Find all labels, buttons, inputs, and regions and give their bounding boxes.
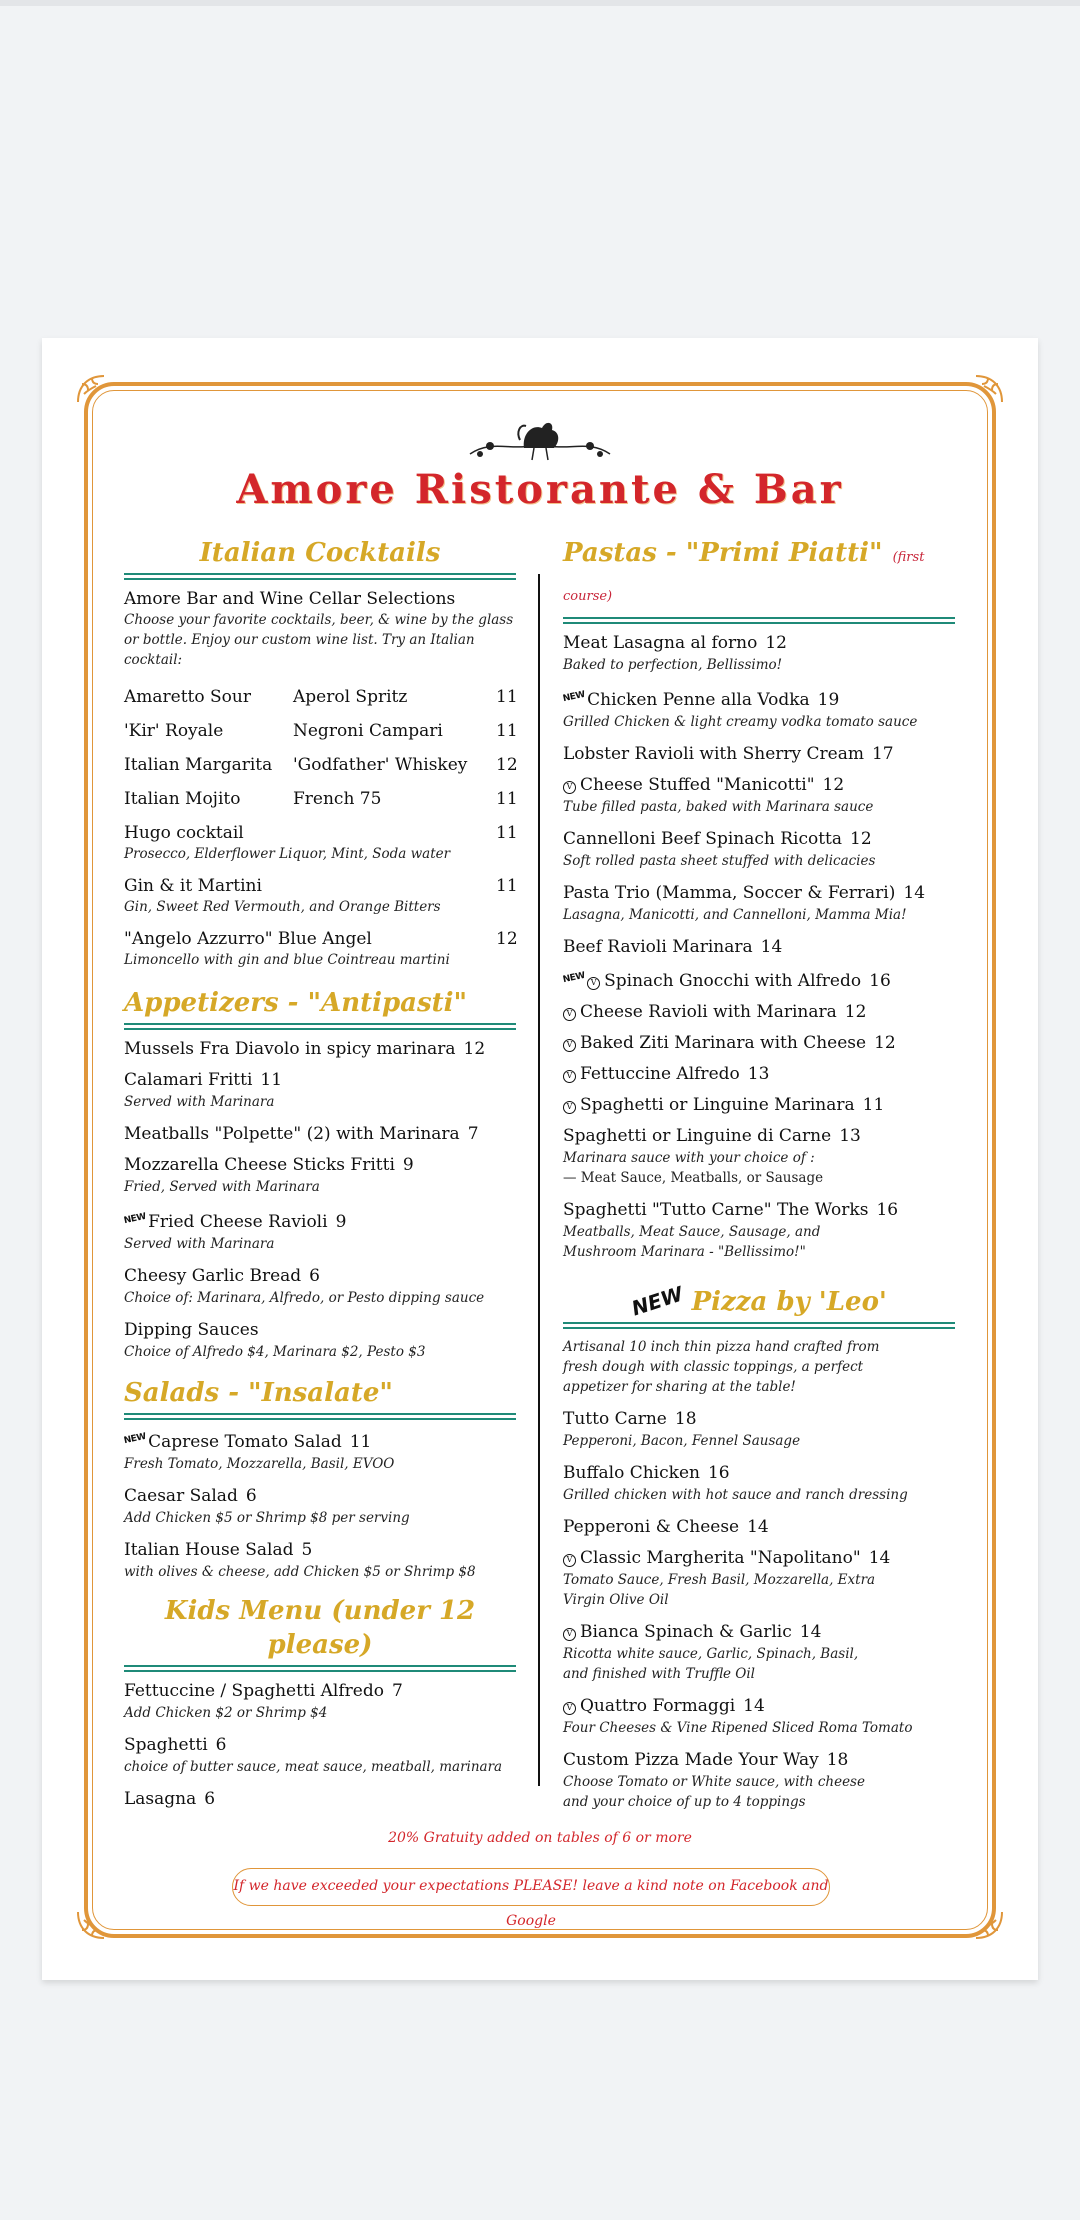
item-name: Cheese Ravioli with Marinara xyxy=(580,1002,837,1022)
item-name: Hugo cocktail xyxy=(124,823,244,843)
item-price: 12 xyxy=(850,829,872,849)
vegetarian-icon: V xyxy=(563,781,576,794)
cocktail-price: 11 xyxy=(496,687,518,707)
menu-item xyxy=(563,1749,955,1812)
item-desc: Baked to perfection, Bellissimo! xyxy=(563,657,783,673)
new-badge: NEW xyxy=(123,1431,147,1447)
pizza-intro-text: Artisanal 10 inch thin pizza hand crafted from fresh dough with classic toppings, a perfect appetizer for sharing at the table! xyxy=(563,1339,880,1395)
item-price: 11 xyxy=(349,1432,372,1452)
item-name: Lobster Ravioli with Sherry Cream xyxy=(563,744,864,764)
item-name: Tutto Carne xyxy=(563,1409,667,1429)
menu-item xyxy=(563,1516,955,1539)
vegetarian-icon: V xyxy=(563,1628,576,1641)
menu-item xyxy=(563,743,955,766)
menu-item xyxy=(124,1154,516,1197)
vegetarian-icon: V xyxy=(563,1008,576,1021)
item-price: 14 xyxy=(868,1548,891,1568)
column-divider xyxy=(538,574,540,1786)
section-rule xyxy=(124,1023,516,1030)
item-name: Baked Ziti Marinara with Cheese xyxy=(580,1033,867,1053)
cocktail-pair-row xyxy=(124,788,516,810)
vegetarian-icon: V xyxy=(563,1702,576,1715)
kids-heading: Kids Menu (under 12 please) xyxy=(164,1596,476,1660)
item-name: Chicken Penne alla Vodka xyxy=(587,690,810,710)
menu-item xyxy=(563,686,955,732)
section-rule xyxy=(124,1413,516,1420)
item-name: Custom Pizza Made Your Way xyxy=(563,1750,819,1770)
item-name: "Angelo Azzurro" Blue Angel xyxy=(124,929,372,949)
item-name: Fettuccine / Spaghetti Alfredo xyxy=(124,1681,384,1701)
item-desc: Gin, Sweet Red Vermouth, and Orange Bitters xyxy=(124,899,441,915)
item-price: 16 xyxy=(869,971,891,991)
item-price: 12 xyxy=(844,1002,867,1022)
corner-flourish-icon xyxy=(74,372,108,406)
item-price: 11 xyxy=(862,1095,885,1115)
item-name: Pepperoni & Cheese xyxy=(563,1517,740,1537)
item-name: Bianca Spinach & Garlic xyxy=(580,1622,792,1642)
menu-item xyxy=(563,774,955,817)
top-status-strip xyxy=(0,0,1080,6)
item-name: Meat Lasagna al forno xyxy=(563,633,758,653)
item-price: 9 xyxy=(335,1212,347,1232)
item-desc-detail: — Meat Sauce, Meatballs, or Sausage xyxy=(563,1170,824,1186)
item-name: Beef Ravioli Marinara xyxy=(563,937,753,957)
pizza-heading xyxy=(563,1281,955,1321)
new-badge: NEW xyxy=(562,970,586,986)
menu-item xyxy=(563,1462,955,1505)
corner-flourish-icon xyxy=(74,1908,108,1942)
item-price: 14 xyxy=(743,1696,765,1716)
menu-item xyxy=(124,1539,516,1582)
item-name: Caesar Salad xyxy=(124,1486,238,1506)
cocktail-name: 'Godfather' Whiskey xyxy=(293,755,468,775)
item-name: Pasta Trio (Mamma, Soccer & Ferrari) xyxy=(563,883,896,903)
item-name: Meatballs "Polpette" (2) with Marinara xyxy=(124,1124,460,1144)
item-desc: Fried, Served with Marinara xyxy=(124,1179,320,1195)
item-name: Spaghetti "Tutto Carne" The Works xyxy=(563,1200,869,1220)
item-price: 7 xyxy=(391,1681,403,1701)
section-rule xyxy=(563,1322,955,1329)
menu-item xyxy=(124,1123,516,1146)
item-name: Cannelloni Beef Spinach Ricotta xyxy=(563,829,843,849)
cocktail-pair-row xyxy=(124,686,516,708)
menu-item xyxy=(563,1032,955,1055)
item-price: 12 xyxy=(874,1033,896,1053)
menu-item xyxy=(563,882,955,925)
menu-item xyxy=(563,632,955,675)
vegetarian-icon: V xyxy=(563,1554,576,1567)
menu-item xyxy=(563,1125,955,1188)
item-price: 14 xyxy=(903,883,926,903)
cocktail-pair-row xyxy=(124,720,516,742)
item-name: Spaghetti or Linguine di Carne xyxy=(563,1126,832,1146)
item-price: 12 xyxy=(765,633,787,653)
corner-flourish-icon xyxy=(972,372,1006,406)
cocktail-price: 12 xyxy=(496,755,518,775)
item-price: 13 xyxy=(839,1126,861,1146)
cocktails-heading: Italian Cocktails xyxy=(199,538,441,568)
menu-item xyxy=(563,1199,955,1262)
item-name: Calamari Fritti xyxy=(124,1070,253,1090)
item-desc: choice of butter sauce, meat sauce, meatball, marinara xyxy=(124,1759,503,1775)
item-desc: Pepperoni, Bacon, Fennel Sausage xyxy=(563,1433,801,1449)
item-price: 17 xyxy=(871,744,894,764)
section-rule xyxy=(563,617,955,624)
pastas-heading-text: Pastas - "Primi Piatti" xyxy=(563,538,883,568)
item-desc: Meatballs, Meat Sauce, Sausage, and Mushroom Marinara - "Bellissimo!" xyxy=(563,1224,821,1260)
item-desc: Choice of: Marinara, Alfredo, or Pesto dipping sauce xyxy=(124,1290,485,1306)
item-name: Buffalo Chicken xyxy=(563,1463,700,1483)
item-name: Quattro Formaggi xyxy=(580,1696,736,1716)
item-desc: Choose Tomato or White sauce, with cheese and your choice of up to 4 toppings xyxy=(563,1774,865,1810)
review-request-note: If we have exceeded your expectations PLEASE! leave a kind note on Facebook and Google xyxy=(232,1868,830,1906)
rooster-ornament-icon xyxy=(460,410,620,470)
item-price: 16 xyxy=(876,1200,899,1220)
item-name: Classic Margherita "Napolitano" xyxy=(580,1548,861,1568)
cocktail-name: French 75 xyxy=(293,789,382,809)
menu-item xyxy=(563,1094,955,1117)
item-desc: Ricotta white sauce, Garlic, Spinach, Basil, and finished with Truffle Oil xyxy=(563,1646,859,1682)
menu-item xyxy=(563,1063,955,1086)
cocktail-name: Negroni Campari xyxy=(293,721,443,741)
item-name: Italian House Salad xyxy=(124,1540,294,1560)
item-name: Spaghetti xyxy=(124,1735,208,1755)
item-name: Lasagna xyxy=(124,1789,197,1809)
salads-heading: Salads - "Insalate" xyxy=(124,1378,393,1408)
section-rule xyxy=(124,573,516,580)
gratuity-note: 20% Gratuity added on tables of 6 or more xyxy=(388,1830,692,1846)
vegetarian-icon: V xyxy=(587,977,600,990)
menu-item xyxy=(124,822,516,864)
item-price: 7 xyxy=(467,1124,479,1144)
menu-item xyxy=(124,875,516,917)
new-badge: NEW xyxy=(123,1211,147,1227)
cocktail-price: 11 xyxy=(496,721,518,741)
item-name: Spinach Gnocchi with Alfredo xyxy=(604,971,862,991)
item-price: 14 xyxy=(747,1517,769,1537)
corner-flourish-icon xyxy=(972,1908,1006,1942)
item-price: 11 xyxy=(260,1070,283,1090)
cocktail-pair-row xyxy=(124,754,516,776)
item-price: 6 xyxy=(309,1266,320,1286)
item-price: 14 xyxy=(760,937,783,957)
item-desc: Limoncello with gin and blue Cointreau martini xyxy=(124,952,450,968)
appetizers-heading: Appetizers - "Antipasti" xyxy=(124,988,468,1018)
item-desc: Tomato Sauce, Fresh Basil, Mozzarella, Extra Virgin Olive Oil xyxy=(563,1572,876,1608)
item-desc: Add Chicken $5 or Shrimp $8 per serving xyxy=(124,1510,410,1526)
item-name: Caprese Tomato Salad xyxy=(148,1432,342,1452)
item-desc: Served with Marinara xyxy=(124,1094,275,1110)
item-name: Fettuccine Alfredo xyxy=(580,1064,740,1084)
cocktails-intro-title: Amore Bar and Wine Cellar Selections xyxy=(124,589,456,609)
item-name: Dipping Sauces xyxy=(124,1320,259,1340)
pastas-subheading: (first course) xyxy=(563,550,925,604)
item-desc: Marinara sauce with your choice of : xyxy=(563,1150,815,1166)
vegetarian-icon: V xyxy=(563,1039,576,1052)
item-desc: Soft rolled pasta sheet stuffed with delicacies xyxy=(563,853,876,869)
menu-item xyxy=(124,1680,516,1723)
menu-item xyxy=(563,1001,955,1024)
item-price: 19 xyxy=(817,690,840,710)
menu-item xyxy=(563,1547,955,1610)
menu-item xyxy=(563,936,955,959)
right-column xyxy=(563,536,955,1812)
cocktail-name: 'Kir' Royale xyxy=(124,721,224,741)
section-rule xyxy=(124,1665,516,1672)
item-desc: Fresh Tomato, Mozzarella, Basil, EVOO xyxy=(124,1456,395,1472)
vegetarian-icon: V xyxy=(563,1070,576,1083)
item-price: 6 xyxy=(215,1735,227,1755)
menu-item xyxy=(124,1734,516,1777)
item-price: 11 xyxy=(496,876,518,896)
menu-item xyxy=(563,828,955,871)
item-name: Cheese Stuffed "Manicotti" xyxy=(580,775,815,795)
item-desc: Lasagna, Manicotti, and Cannelloni, Mamma Mia! xyxy=(563,907,907,923)
item-name: Mozzarella Cheese Sticks Fritti xyxy=(124,1155,395,1175)
item-desc: Grilled Chicken & light creamy vodka tomato sauce xyxy=(563,714,918,730)
vegetarian-icon: V xyxy=(563,1101,576,1114)
item-price: 18 xyxy=(826,1750,849,1770)
item-price: 5 xyxy=(301,1540,313,1560)
menu-item xyxy=(124,1265,516,1308)
cocktail-price: 11 xyxy=(496,789,518,809)
item-name: Gin & it Martini xyxy=(124,876,262,896)
menu-item xyxy=(563,967,955,993)
item-desc: Four Cheeses & Vine Ripened Sliced Roma Tomato xyxy=(563,1720,913,1736)
menu-item xyxy=(124,1319,516,1362)
item-desc: Served with Marinara xyxy=(124,1236,275,1252)
new-badge: NEW xyxy=(562,689,586,705)
cocktail-name: Italian Margarita xyxy=(124,755,273,775)
item-price: 9 xyxy=(402,1155,414,1175)
item-name: Mussels Fra Diavolo in spicy marinara xyxy=(124,1039,456,1059)
new-badge: NEW xyxy=(628,1281,687,1321)
cocktails-intro-text: Choose your favorite cocktails, beer, & wine by the glass or bottle. Enjoy our custom wine list. Try an Italian cocktail: xyxy=(124,612,514,668)
item-price: 6 xyxy=(204,1789,216,1809)
item-desc: Tube filled pasta, baked with Marinara sauce xyxy=(563,799,874,815)
item-name: Fried Cheese Ravioli xyxy=(148,1212,328,1232)
left-column xyxy=(124,536,516,1811)
menu-item xyxy=(124,1069,516,1112)
item-price: 12 xyxy=(463,1039,486,1059)
menu-item xyxy=(563,1695,955,1738)
item-price: 14 xyxy=(799,1622,822,1642)
menu-item xyxy=(124,1428,516,1474)
item-desc: Add Chicken $2 or Shrimp $4 xyxy=(124,1705,328,1721)
pizza-heading-text: Pizza by 'Leo' xyxy=(691,1287,887,1317)
item-name: Cheesy Garlic Bread xyxy=(124,1266,302,1286)
menu-item xyxy=(124,1208,516,1254)
item-price: 13 xyxy=(747,1064,770,1084)
menu-item xyxy=(124,1038,516,1061)
menu-item xyxy=(563,1408,955,1451)
item-price: 6 xyxy=(245,1486,257,1506)
item-desc: Grilled chicken with hot sauce and ranch dressing xyxy=(563,1487,908,1503)
cocktail-name: Amaretto Sour xyxy=(124,687,251,707)
item-price: 12 xyxy=(496,929,518,949)
pastas-heading xyxy=(563,536,955,614)
item-price: 12 xyxy=(822,775,845,795)
menu-item xyxy=(124,1788,516,1811)
item-desc: Choice of Alfredo $4, Marinara $2, Pesto $3 xyxy=(124,1344,426,1360)
item-desc: with olives & cheese, add Chicken $5 or Shrimp $8 xyxy=(124,1564,476,1580)
item-name: Spaghetti or Linguine Marinara xyxy=(580,1095,855,1115)
cocktail-name: Aperol Spritz xyxy=(293,687,408,707)
cocktail-name: Italian Mojito xyxy=(124,789,241,809)
menu-item xyxy=(563,1621,955,1684)
menu-item xyxy=(124,928,516,970)
item-desc: Prosecco, Elderflower Liquor, Mint, Soda water xyxy=(124,846,451,862)
item-price: 16 xyxy=(707,1463,730,1483)
item-price: 11 xyxy=(496,823,518,843)
restaurant-title: Amore Ristorante & Bar xyxy=(236,466,844,513)
item-price: 18 xyxy=(674,1409,697,1429)
menu-item xyxy=(124,1485,516,1528)
